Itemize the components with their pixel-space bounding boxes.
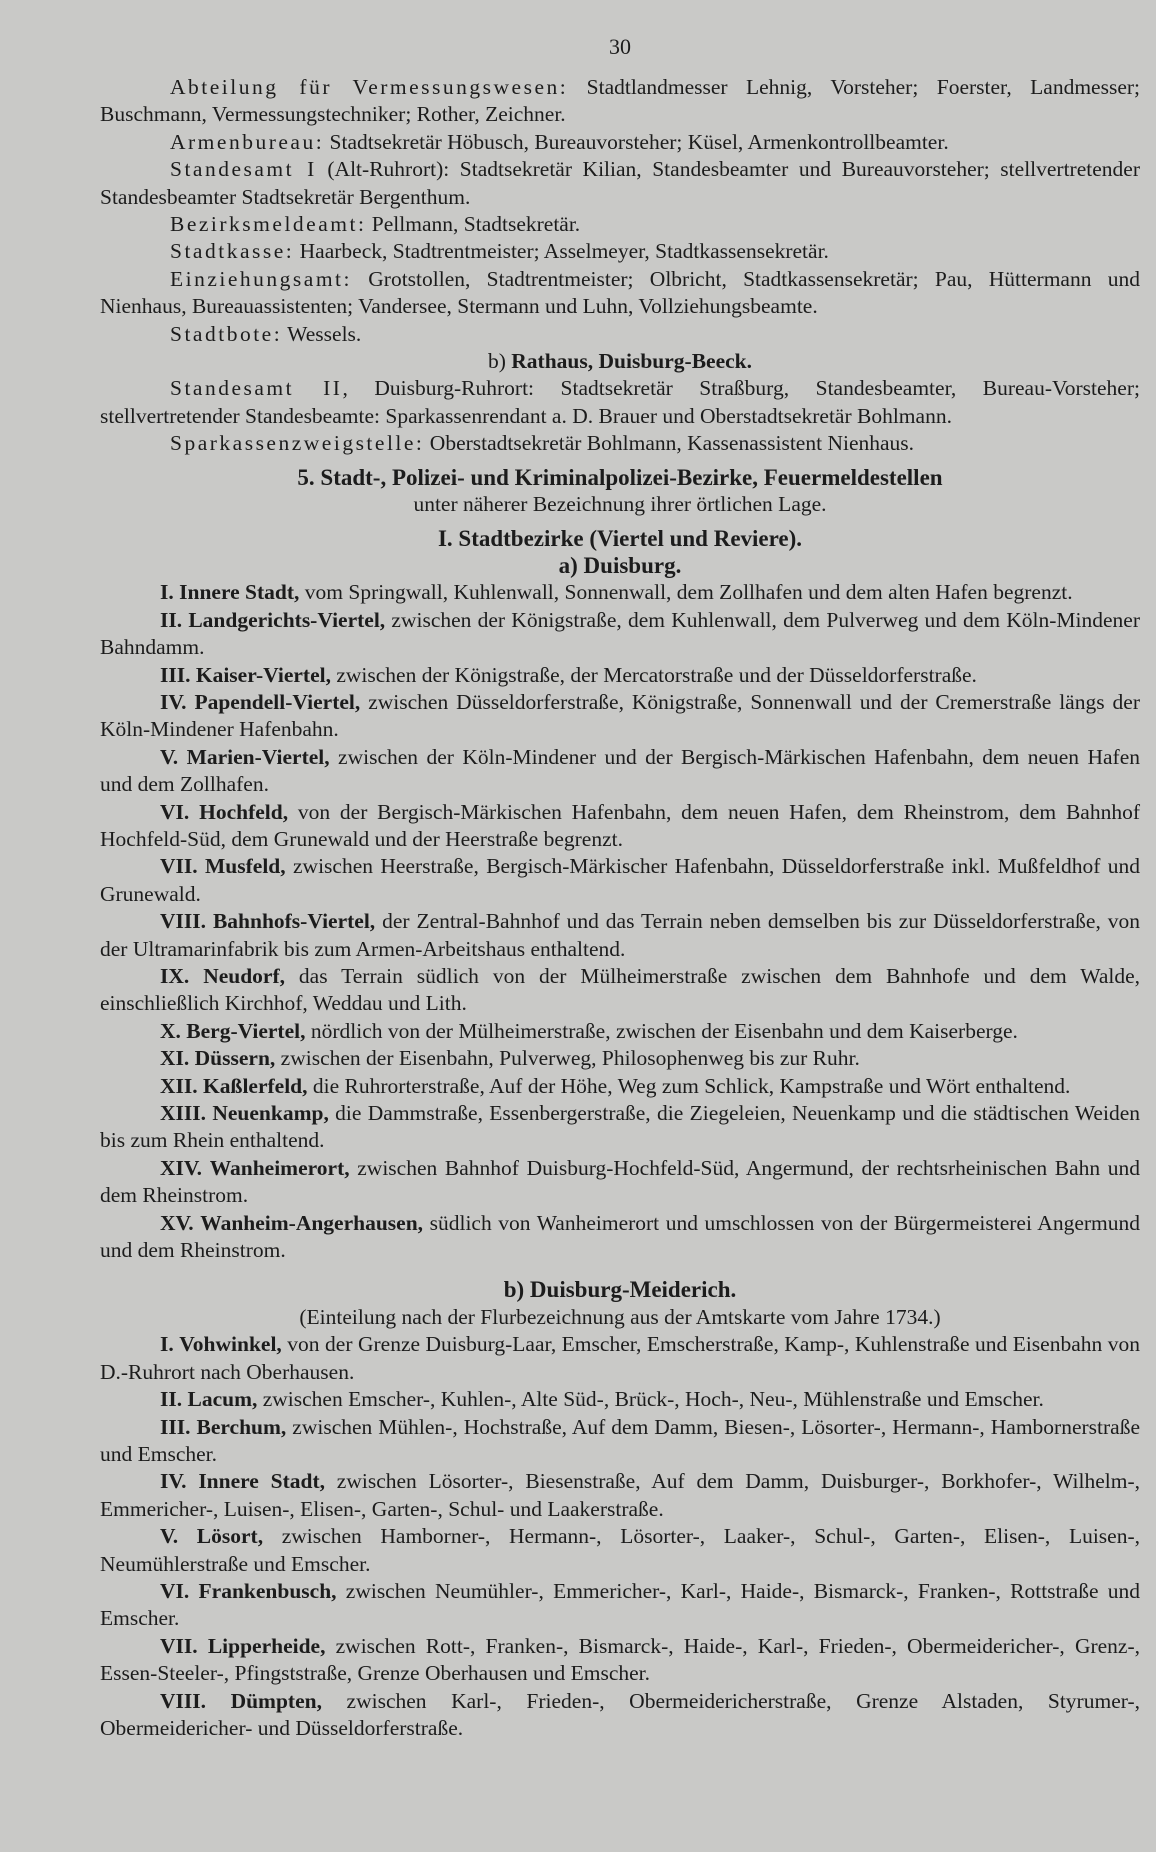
district-entry <box>100 853 1140 908</box>
district-entry <box>100 1578 1140 1633</box>
district-description: zwischen Bahnhof Duisburg-Hochfeld-Süd, Angermund, der rechtsrheinischen Bahn und dem Rheinstrom. <box>100 1155 1141 1208</box>
district-entry <box>100 908 1140 963</box>
entry-text: Haarbeck, Stadtrentmeister; Asselmeyer, Stadtkassensekretär. <box>294 239 829 264</box>
meiderich-district-list <box>100 1331 1140 1742</box>
entry-label: Abteilung für Vermessungswesen: <box>170 75 569 99</box>
heading-text: Rathaus, Duisburg-Beeck. <box>511 349 752 374</box>
entry-label: Armenbureau: <box>170 129 325 154</box>
district-entry <box>100 1018 1140 1045</box>
district-number: IV. <box>160 689 187 714</box>
district-description: der Zentral-Bahnhof und das Terrain neben demselben bis zur Düsseldorferstraße, von der Ultramarinfabrik bis zum Armen-Arbeitshaus enthaltend. <box>100 909 1141 961</box>
entry-label: Stadtbote: <box>170 321 283 346</box>
district-name: Neuenkamp, <box>212 1101 329 1126</box>
entry <box>100 74 1140 129</box>
district-description: das Terrain südlich von der Mülheimerstraße zwischen dem Bahnhofe und dem Walde, einschließlich Kirchhof, Weddau und Lith. <box>100 964 1141 1016</box>
document-page <box>100 34 1140 1742</box>
district-number: VIII. <box>160 909 207 934</box>
district-name: Lacum, <box>187 1387 258 1412</box>
entry-text: Stadtsekretär Höbusch, Bureauvorsteher; Küsel, Armenkontrollbeamter. <box>324 129 949 154</box>
district-entry <box>100 1331 1140 1386</box>
district-number: III. <box>160 662 191 687</box>
district-number: XII. <box>160 1073 198 1098</box>
district-entry <box>100 1386 1140 1413</box>
district-number: IV. <box>160 1469 187 1494</box>
district-name: Berg-Viertel, <box>186 1018 306 1043</box>
district-number: VII. <box>160 1633 198 1658</box>
district-name: Frankenbusch, <box>198 1578 337 1603</box>
district-entry <box>100 1633 1140 1688</box>
district-entry <box>100 689 1140 744</box>
entry-text: Wessels. <box>282 321 362 346</box>
district-description: zwischen Neumühler-, Emmericher-, Karl-, Haide-, Bismarck-, Franken-, Rottstraße und Emscher. <box>100 1578 1141 1631</box>
district-entry <box>100 1100 1140 1155</box>
district-name: Landgerichts-Viertel, <box>188 607 386 632</box>
entry <box>100 238 1140 265</box>
district-description: zwischen Lösorter-, Biesenstraße, Auf dem Damm, Duisburger-, Borkhofer-, Wilhelm-, Emmericher-, Luisen-, Elisen-, Garten-, Schul- und Laakerstraße. <box>100 1469 1140 1521</box>
district-name: Wanheimerort, <box>209 1155 350 1180</box>
district-description: zwischen der Eisenbahn, Pulverweg, Philosophenweg bis zur Ruhr. <box>275 1046 860 1071</box>
district-name: Kaiser-Viertel, <box>195 662 331 687</box>
section-a <box>100 74 1140 348</box>
district-name: Marien-Viertel, <box>186 744 330 769</box>
district-name: Musfeld, <box>205 854 286 879</box>
district-description: nördlich von der Mülheimerstraße, zwischen der Eisenbahn und dem Kaiserberge. <box>305 1018 1018 1043</box>
district-entry <box>100 1155 1140 1210</box>
entry <box>100 321 1140 348</box>
district-name: Neudorf, <box>203 964 286 988</box>
duisburg-district-list <box>100 579 1140 1264</box>
district-name: Papendell-Viertel, <box>194 689 361 714</box>
district-name: Dümpten, <box>230 1688 322 1713</box>
district-entry <box>100 1523 1140 1578</box>
entry-text: (Alt-Ruhrort): Stadtsekretär Kilian, Standesbeamter und Bureauvorsteher; stellvertretender Standesbeamter Stadtsekretär Bergenthum. <box>100 157 1140 209</box>
district-entry <box>100 1045 1140 1072</box>
district-entry <box>100 799 1140 854</box>
entry-text: Grotstollen, Stadtrentmeister; Olbricht, Stadtkassensekretär; Pau, Hüttermann und Nienhaus, Bureauassistenten; Vandersee, Stermann und Luhn, Vollziehungsbeamte. <box>100 266 1140 319</box>
district-description: zwischen Rott-, Franken-, Bismarck-, Haide-, Karl-, Frieden-, Obermeidericher-, Grenz-, Essen-Steeler-, Pfingststraße, Grenze Oberhausen und Emscher. <box>100 1633 1141 1686</box>
district-name: Lipperheide, <box>207 1633 326 1658</box>
entry-label: Bezirksmeldeamt: <box>170 212 367 237</box>
entry-label: Einziehungsamt: <box>170 266 352 291</box>
part-title: I. Stadtbezirke (Viertel und Reviere). <box>437 525 803 551</box>
district-number: III. <box>160 1414 191 1439</box>
section-heading <box>100 348 1140 375</box>
district-entry <box>100 744 1140 799</box>
meiderich-subtitle: (Einteilung nach der Flurbezeichnung aus der Amtskarte vom Jahre 1734.) <box>299 1304 941 1329</box>
entry-label: Standesamt I <box>170 157 317 182</box>
district-entry <box>100 963 1140 1018</box>
district-description: zwischen Mühlen-, Hochstraße, Auf dem Damm, Biesen-, Lösorter-, Hermann-, Hambornerstraße und Emscher. <box>100 1414 1140 1466</box>
entry-text: , Duisburg-Ruhrort: Stadtsekretär Straßburg, Standesbeamter, Bureau-Vorsteher; stellvertretender Standesbeamte: Sparkassenrendant a. D. Brauer und Oberstadtsekretär Bohlmann. <box>100 376 1140 428</box>
district-description: von der Grenze Duisburg-Laar, Emscher, Emscherstraße, Kamp-, Kuhlenstraße und Eisenbahn von D.-Ruhrort nach Oberhausen. <box>100 1332 1140 1384</box>
district-name: Innere Stadt, <box>179 580 300 605</box>
page-number: 30 <box>609 34 631 59</box>
district-description: zwischen Emscher-, Kuhlen-, Alte Süd-, Brück-, Hoch-, Neu-, Mühlenstraße und Emscher. <box>257 1387 1044 1412</box>
chapter-subtitle: unter näherer Bezeichnung ihrer örtlichen Lage. <box>413 492 827 517</box>
heading-prefix: b) <box>487 349 512 374</box>
district-description: von der Bergisch-Märkischen Hafenbahn, dem neuen Hafen, dem Rheinstrom, dem Bahnhof Hochfeld-Süd, dem Grunewald und der Heerstraße begrenzt. <box>100 799 1140 851</box>
district-description: zwischen der Königstraße, der Mercatorstraße und der Düsseldorferstraße. <box>330 662 977 687</box>
district-description: zwischen der Köln-Mindener und der Bergisch-Märkischen Hafenbahn, dem neuen Hafen und dem Zollhafen. <box>100 744 1140 797</box>
district-entry <box>100 579 1140 606</box>
district-description: zwischen Karl-, Frieden-, Obermeidericherstraße, Grenze Alstaden, Styrumer-, Obermeidericher- und Düsseldorferstraße. <box>100 1688 1140 1740</box>
district-number: X. <box>160 1018 181 1043</box>
district-name: Lösort, <box>196 1524 264 1549</box>
district-entry <box>100 1210 1140 1265</box>
entry <box>100 211 1140 238</box>
entry <box>100 430 1140 457</box>
district-number: XV. <box>160 1210 194 1235</box>
district-name: Düssern, <box>194 1046 276 1071</box>
entry <box>100 266 1140 321</box>
district-number: IX. <box>160 964 190 988</box>
district-description: vom Springwall, Kuhlenwall, Sonnenwall, dem Zollhafen und dem alten Hafen begrenzt. <box>299 580 1073 605</box>
district-description: zwischen Heerstraße, Bergisch-Märkischer Hafenbahn, Düsseldorferstraße inkl. Mußfeldhof und Grunewald. <box>100 854 1140 906</box>
district-number: V. <box>160 1524 179 1549</box>
district-number: VII. <box>160 854 198 879</box>
district-number: VIII. <box>160 1688 207 1713</box>
chapter-title: 5. Stadt-, Polizei- und Kriminalpolizei-Bezirke, Feuermeldestellen <box>297 464 943 490</box>
district-entry <box>100 1414 1140 1469</box>
entry-label: Stadtkasse: <box>170 239 295 264</box>
district-entry <box>100 1073 1140 1100</box>
district-description: zwischen Düsseldorferstraße, Königstraße, Sonnenwall und der Cremerstraße längs der Köln-Mindener Hafenbahn. <box>100 689 1141 742</box>
entry <box>100 129 1140 156</box>
district-name: Kaßlerfeld, <box>203 1073 308 1098</box>
district-name: Vohwinkel, <box>179 1332 282 1357</box>
entry-label: Standesamt II <box>170 376 343 401</box>
district-description: zwischen Hamborner-, Hermann-, Lösorter-, Laaker-, Schul-, Garten-, Elisen-, Luisen-, Neumühlerstraße und Emscher. <box>100 1524 1140 1576</box>
district-entry <box>100 662 1140 689</box>
district-number: II. <box>160 1387 183 1412</box>
duisburg-heading: a) Duisburg. <box>558 552 682 578</box>
district-number: I. <box>160 1332 174 1357</box>
district-name: Innere Stadt, <box>198 1469 325 1494</box>
district-number: VI. <box>160 799 190 824</box>
entry <box>100 375 1140 430</box>
district-number: II. <box>160 607 183 632</box>
district-name: Bahnhofs-Viertel, <box>212 909 376 934</box>
district-name: Berchum, <box>196 1414 287 1439</box>
district-entry <box>100 1688 1140 1743</box>
district-number: I. <box>160 580 174 605</box>
entry-text: Stadtlandmesser Lehnig, Vorsteher; Foerster, Landmesser; Buschmann, Vermessungstechniker; Rother, Zeichner. <box>100 75 1140 127</box>
entry-label: Sparkassenzweigstelle: <box>170 431 425 456</box>
meiderich-heading: b) Duisburg-Meiderich. <box>503 1277 737 1303</box>
district-number: XIV. <box>160 1155 203 1180</box>
district-number: XI. <box>160 1046 190 1071</box>
district-description: die Ruhrorterstraße, Auf der Höhe, Weg zum Schlick, Kampstraße und Wört enthaltend. <box>307 1073 1071 1098</box>
district-number: XIII. <box>160 1101 207 1126</box>
district-entry <box>100 1468 1140 1523</box>
district-description: die Dammstraße, Essenbergerstraße, die Ziegeleien, Neuenkamp und die städtischen Weiden bis zum Rhein enthaltend. <box>100 1101 1140 1153</box>
district-name: Wanheim-Angerhausen, <box>200 1210 424 1235</box>
entry <box>100 156 1140 211</box>
district-entry <box>100 607 1140 662</box>
entry-text: Oberstadtsekretär Bohlmann, Kassenassistent Nienhaus. <box>424 431 915 456</box>
district-description: zwischen der Königstraße, dem Kuhlenwall, dem Pulverweg und dem Köln-Mindener Bahndamm. <box>100 607 1141 660</box>
district-number: VI. <box>160 1578 190 1603</box>
entry-text: Pellmann, Stadtsekretär. <box>366 212 581 237</box>
district-description: südlich von Wanheimerort und umschlossen von der Bürgermeisterei Angermund und dem Rheinstrom. <box>100 1210 1141 1263</box>
district-name: Hochfeld, <box>199 799 289 824</box>
district-number: V. <box>160 744 179 769</box>
